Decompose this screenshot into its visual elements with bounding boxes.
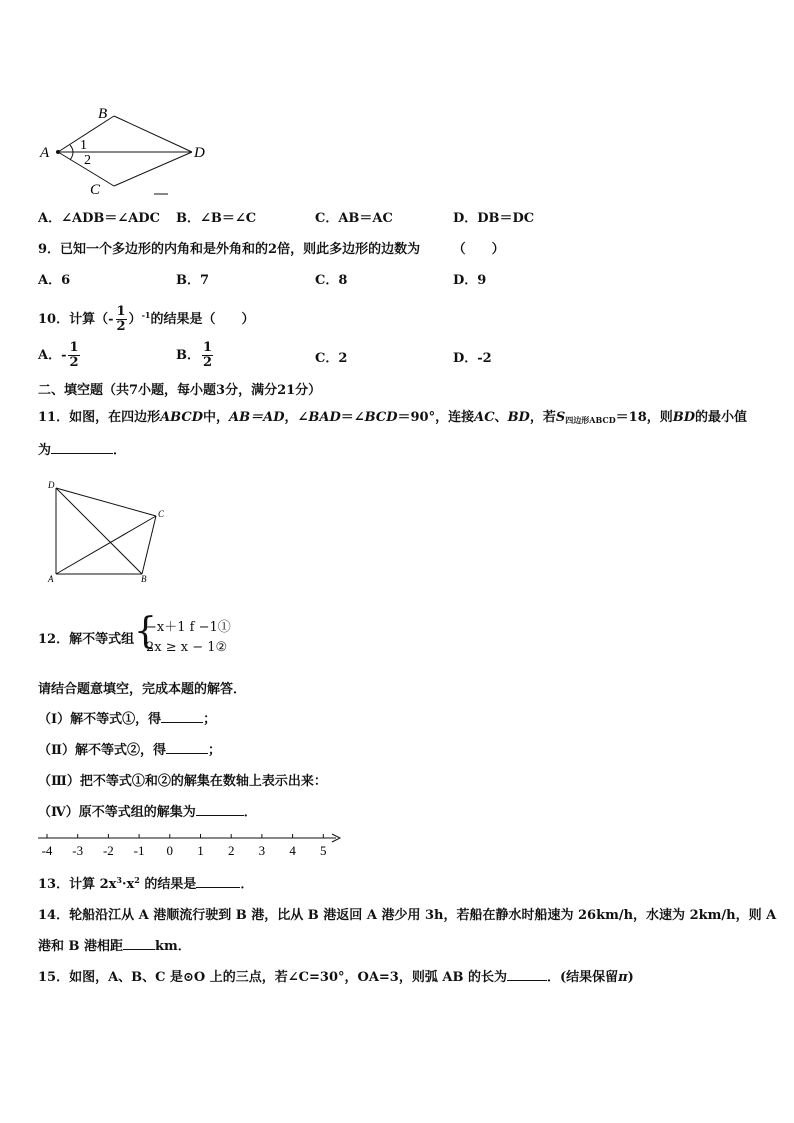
q10-optb-fraction xyxy=(202,341,213,370)
q10-stem xyxy=(38,297,254,338)
q11-bcd: BCD xyxy=(364,410,398,425)
q11-abcd: ABCD xyxy=(160,410,204,425)
label-a: A xyxy=(40,145,50,161)
segment-bd xyxy=(114,116,192,152)
q13-p2: ·x xyxy=(122,877,135,892)
number-line-tick-label: -2 xyxy=(102,843,114,858)
q9-stem xyxy=(38,238,505,257)
q11-p8: ＝18，则 xyxy=(615,410,673,425)
q11-p3: ，∠ xyxy=(284,410,309,425)
diagonal-ac xyxy=(56,516,156,574)
q9-option-d: D．9 xyxy=(453,273,487,288)
q12-instruction: 请结合题意填空，完成本题的解答． xyxy=(38,682,247,697)
q12-stem: 12．解不等式组 xyxy=(38,632,135,647)
q9-option-a: A．6 xyxy=(38,273,71,288)
q11-p2: 中， xyxy=(203,410,230,425)
q15-p2: ．(结果保留 xyxy=(546,970,619,985)
number-line-tick-label: 5 xyxy=(320,843,327,858)
q15-answer-blank[interactable] xyxy=(507,968,547,981)
q11-stem-line2 xyxy=(38,439,126,458)
side-cd xyxy=(56,488,156,516)
q12-step1 xyxy=(38,708,216,727)
q13-p3: 的结果是 xyxy=(139,877,197,892)
label-b: B xyxy=(141,574,147,584)
q13-exp2: 2 xyxy=(134,875,140,885)
quadrilateral-figure xyxy=(44,478,174,588)
point-a xyxy=(56,150,60,154)
number-line-tick-label: 0 xyxy=(166,843,174,858)
q10-optb-den: 2 xyxy=(203,355,213,370)
q14-line2 xyxy=(38,935,191,954)
number-line[interactable] xyxy=(36,828,346,862)
q12-step3: （Ⅲ）把不等式①和②的解集在数轴上表示出来： xyxy=(38,774,327,789)
q13-p1: 13．计算 2x xyxy=(38,877,117,892)
q10-opta-den: 2 xyxy=(69,355,79,370)
q8-option-d: D．DB＝DC xyxy=(453,211,535,226)
number-line-tick-label: 2 xyxy=(227,843,235,858)
q12-brace: { xyxy=(134,611,157,652)
angle-label-2: 2 xyxy=(84,153,91,168)
q10-prefix: 10．计算（- xyxy=(38,312,114,327)
q14-answer-blank[interactable] xyxy=(123,937,155,950)
kite-figure xyxy=(36,100,226,200)
q8-option-c: C．AB＝AC xyxy=(315,211,393,226)
q10-suffix: 的结果是（ ） xyxy=(150,312,255,327)
q10-exponent: -1 xyxy=(141,310,151,320)
q12-step2-end: ； xyxy=(207,743,221,758)
q11-bd2: BD xyxy=(672,410,696,425)
q10-optb-prefix: B． xyxy=(176,348,200,363)
q12-step4-text: （Ⅳ）原不等式组的解集为 xyxy=(38,805,196,820)
q10-frac-num: 1 xyxy=(116,304,126,319)
side-bc xyxy=(142,516,156,574)
q11-bad: BAD xyxy=(308,410,341,425)
q11-p1: 11．如图，在四边形 xyxy=(38,410,161,425)
q9-option-c: C．8 xyxy=(315,273,348,288)
q8-option-a: A．∠ADB＝∠ADC xyxy=(38,211,160,226)
q12-step2 xyxy=(38,739,221,758)
number-line-tick-label: 3 xyxy=(258,843,266,858)
q11-line2: 为 xyxy=(38,443,52,458)
diagonal-bd xyxy=(56,488,142,574)
q11-ab-ad: AB＝AD xyxy=(229,410,285,425)
label-d: D xyxy=(48,480,55,490)
q10-option-a xyxy=(38,338,82,374)
q12-step1-end: ； xyxy=(203,712,217,727)
q15-p3: ) xyxy=(627,970,634,985)
q11-p5: ＝90°，连接 xyxy=(397,410,475,425)
q12-inequality-2: 2x ≥ x − 1② xyxy=(146,640,228,655)
q10-option-d: D．-2 xyxy=(453,351,492,366)
q12-step4-blank[interactable] xyxy=(196,803,244,816)
section2-title: 二、填空题（共7小题，每小题3分，满分21分） xyxy=(38,383,322,398)
q13-exp1: 3 xyxy=(116,875,122,885)
number-line-tick-label: -4 xyxy=(41,843,53,858)
label-c: C xyxy=(90,182,101,198)
q15-stem xyxy=(38,966,634,985)
number-line-tick-label: -3 xyxy=(72,843,84,858)
label-d: D xyxy=(194,145,205,161)
q10-fraction xyxy=(116,305,127,334)
q14-line2a: 港和 B 港相距 xyxy=(38,939,124,954)
q11-end: ． xyxy=(113,443,127,458)
q11-p6: 、 xyxy=(494,410,508,425)
number-line-tick-label: 4 xyxy=(289,843,296,858)
q12-step2-text: （Ⅱ）解不等式②，得 xyxy=(38,743,166,758)
q13-answer-blank[interactable] xyxy=(196,875,240,888)
q9-paren: （ ） xyxy=(452,242,505,257)
label-c: C xyxy=(158,509,165,519)
q8-option-b: B．∠B＝∠C xyxy=(176,211,257,226)
q14-line1: 14．轮船沿江从 A 港顺流行驶到 B 港，比从 B 港返回 A 港少用 3h，若船在静水时船速为 26km/h，水速为 2km/h，则 A xyxy=(38,908,777,923)
angle-label-1: 1 xyxy=(80,138,87,153)
q11-s: S xyxy=(555,410,566,425)
q15-pi: π xyxy=(618,970,628,985)
q12-step1-blank[interactable] xyxy=(161,710,203,723)
segment-cd xyxy=(114,152,192,186)
q11-p4: ＝∠ xyxy=(340,410,365,425)
number-line-tick-label: 1 xyxy=(197,843,204,858)
q15-p1: 15．如图，A、B、C 是⊙O 上的三点，若∠C=30°，OA=3，则弧 AB 的长为 xyxy=(38,970,507,985)
number-line-tick-label: -1 xyxy=(133,843,145,858)
q12-step4-end: ． xyxy=(243,805,257,820)
q11-p9: 的最小值 xyxy=(695,410,748,425)
q14-line2b: km． xyxy=(155,939,191,954)
q9-option-b: B．7 xyxy=(176,273,210,288)
q11-s-sub: 四边形ABCD xyxy=(565,415,616,425)
q10-optb-num: 1 xyxy=(203,340,213,355)
q10-opta-fraction xyxy=(68,341,79,370)
label-b: B xyxy=(98,106,108,122)
q13-stem xyxy=(38,873,253,892)
q10-option-c: C．2 xyxy=(315,351,348,366)
q9-stem-text: 9．已知一个多边形的内角和是外角和的2倍，则此多边形的边数为 xyxy=(38,242,421,257)
q11-bd: BD xyxy=(507,410,530,425)
q10-option-b xyxy=(176,338,215,374)
q10-close-paren: ） xyxy=(128,312,142,327)
q11-ac: AC xyxy=(474,410,495,425)
q12-step2-blank[interactable] xyxy=(166,741,208,754)
q11-answer-blank[interactable] xyxy=(51,441,113,454)
q11-p7: ，若 xyxy=(529,410,556,425)
q12-step1-text: （Ⅰ）解不等式①，得 xyxy=(38,712,162,727)
q12-step4 xyxy=(38,801,257,820)
q13-end: ． xyxy=(240,877,254,892)
q10-frac-den: 2 xyxy=(116,319,126,334)
q12-inequality-1: −x＋1 f −1① xyxy=(146,620,231,635)
q10-opta-prefix: A．- xyxy=(38,348,67,363)
q10-opta-num: 1 xyxy=(69,340,79,355)
q11-stem-line1 xyxy=(38,406,747,426)
label-a: A xyxy=(48,574,54,584)
